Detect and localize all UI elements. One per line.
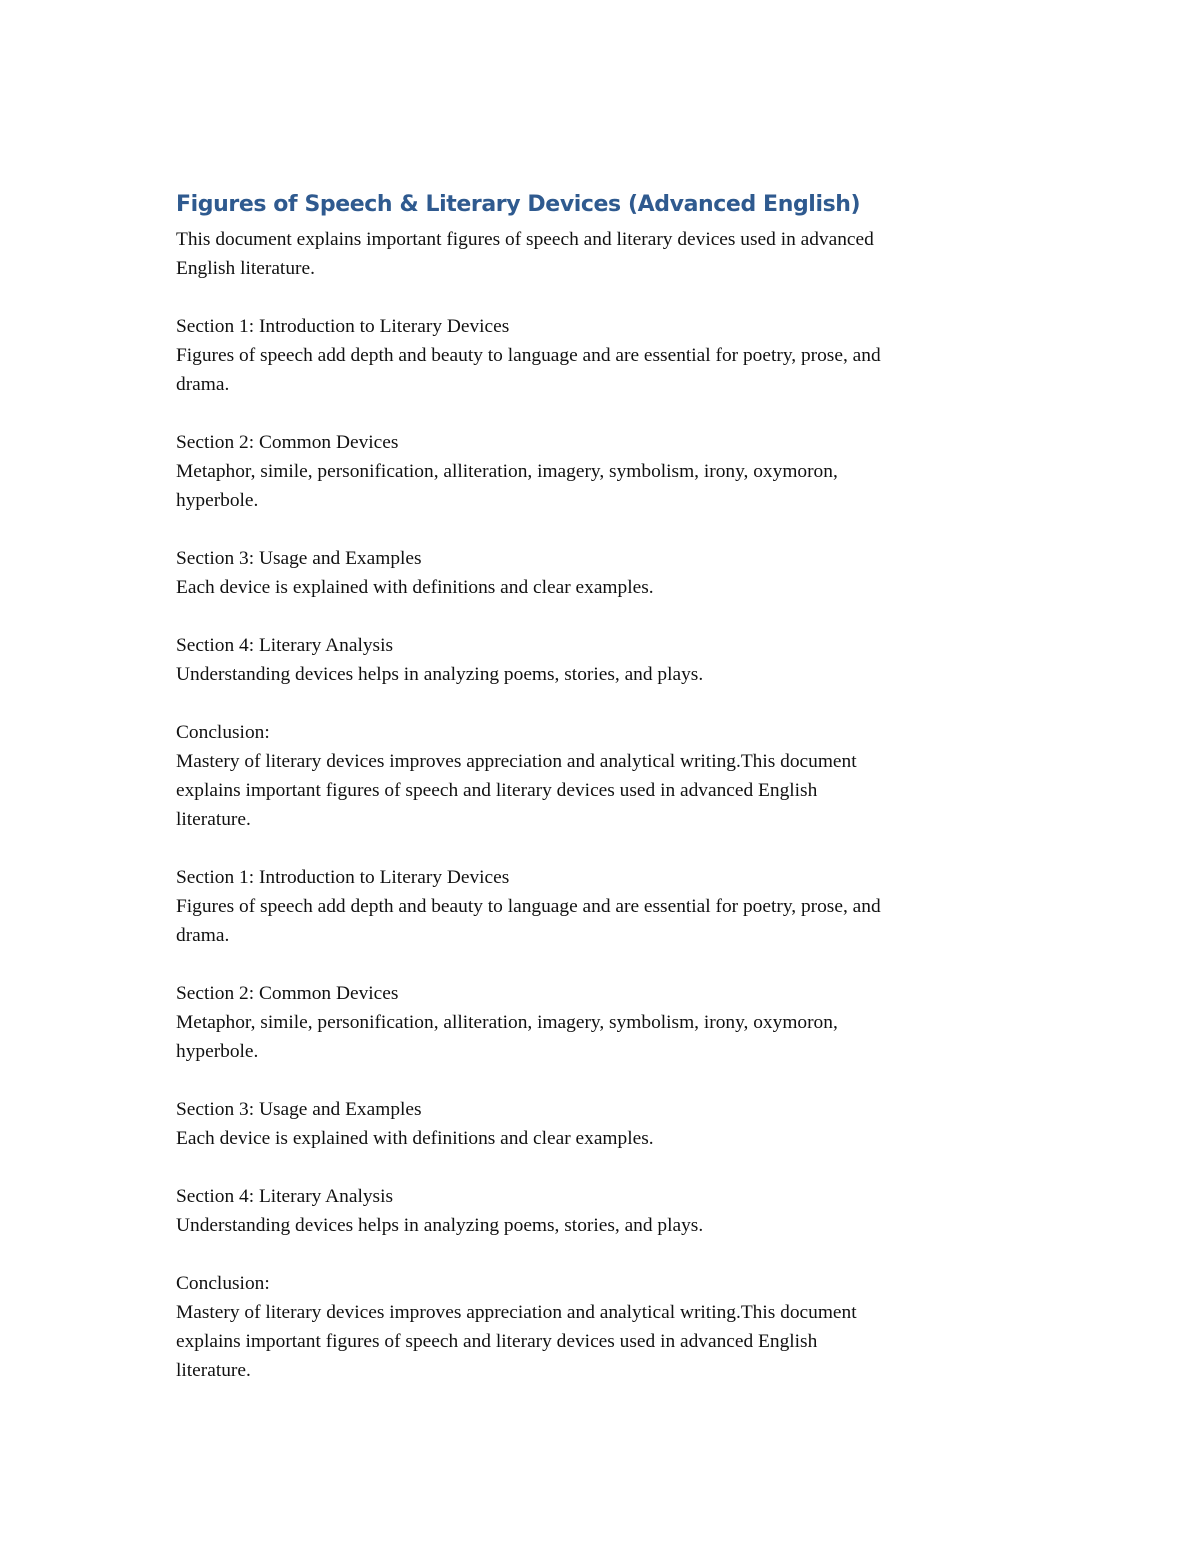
paragraph-line: Metaphor, simile, personification, alliteration, imagery, symbolism, irony, oxymoron, (176, 1012, 838, 1033)
paragraph-heading-line: Section 2: Common Devices (176, 983, 399, 1004)
paragraph (176, 544, 1036, 602)
paragraph-line: Each device is explained with definitions and clear examples. (176, 1128, 654, 1149)
paragraph-heading-line: Section 3: Usage and Examples (176, 548, 422, 569)
paragraph-heading-line: Section 3: Usage and Examples (176, 1099, 422, 1120)
paragraph-heading-line: Section 2: Common Devices (176, 432, 399, 453)
paragraph-line: Figures of speech add depth and beauty to language and are essential for poetry, prose, and (176, 345, 881, 366)
paragraph-line: explains important figures of speech and literary devices used in advanced English (176, 780, 818, 801)
paragraph (176, 1182, 1036, 1240)
paragraph-heading-line: Section 1: Introduction to Literary Devices (176, 316, 510, 337)
paragraph-line: drama. (176, 374, 230, 395)
paragraph-line: Mastery of literary devices improves appreciation and analytical writing.This document (176, 751, 857, 772)
paragraph-line: literature. (176, 1360, 251, 1381)
paragraph-line: explains important figures of speech and literary devices used in advanced English (176, 1331, 818, 1352)
paragraph-line: This document explains important figures of speech and literary devices used in advanced (176, 229, 874, 250)
paragraph-line: English literature. (176, 258, 315, 279)
paragraph-line: literature. (176, 809, 251, 830)
paragraph (176, 1269, 1036, 1385)
paragraph (176, 225, 1036, 283)
paragraph-line: drama. (176, 925, 230, 946)
paragraph-list (176, 225, 1036, 1385)
paragraph-heading-line: Section 4: Literary Analysis (176, 635, 394, 656)
paragraph-heading-line: Section 4: Literary Analysis (176, 1186, 394, 1207)
paragraph (176, 631, 1036, 689)
paragraph (176, 863, 1036, 950)
paragraph-heading-line: Section 1: Introduction to Literary Devices (176, 867, 510, 888)
paragraph (176, 718, 1036, 834)
paragraph (176, 979, 1036, 1066)
paragraph-heading-line: Conclusion: (176, 1273, 270, 1294)
paragraph-line: Understanding devices helps in analyzing poems, stories, and plays. (176, 664, 704, 685)
paragraph-line: Each device is explained with definitions and clear examples. (176, 577, 654, 598)
paragraph (176, 428, 1036, 515)
paragraph-heading-line: Conclusion: (176, 722, 270, 743)
paragraph-line: Understanding devices helps in analyzing poems, stories, and plays. (176, 1215, 704, 1236)
document-title: Figures of Speech & Literary Devices (Advanced English) (176, 192, 861, 217)
paragraph (176, 1095, 1036, 1153)
paragraph-line: hyperbole. (176, 1041, 259, 1062)
paragraph-line: Figures of speech add depth and beauty to language and are essential for poetry, prose, and (176, 896, 881, 917)
document-body (176, 188, 1036, 1414)
paragraph-line: hyperbole. (176, 490, 259, 511)
paragraph-line: Mastery of literary devices improves appreciation and analytical writing.This document (176, 1302, 857, 1323)
paragraph-line: Metaphor, simile, personification, alliteration, imagery, symbolism, irony, oxymoron, (176, 461, 838, 482)
paragraph (176, 312, 1036, 399)
